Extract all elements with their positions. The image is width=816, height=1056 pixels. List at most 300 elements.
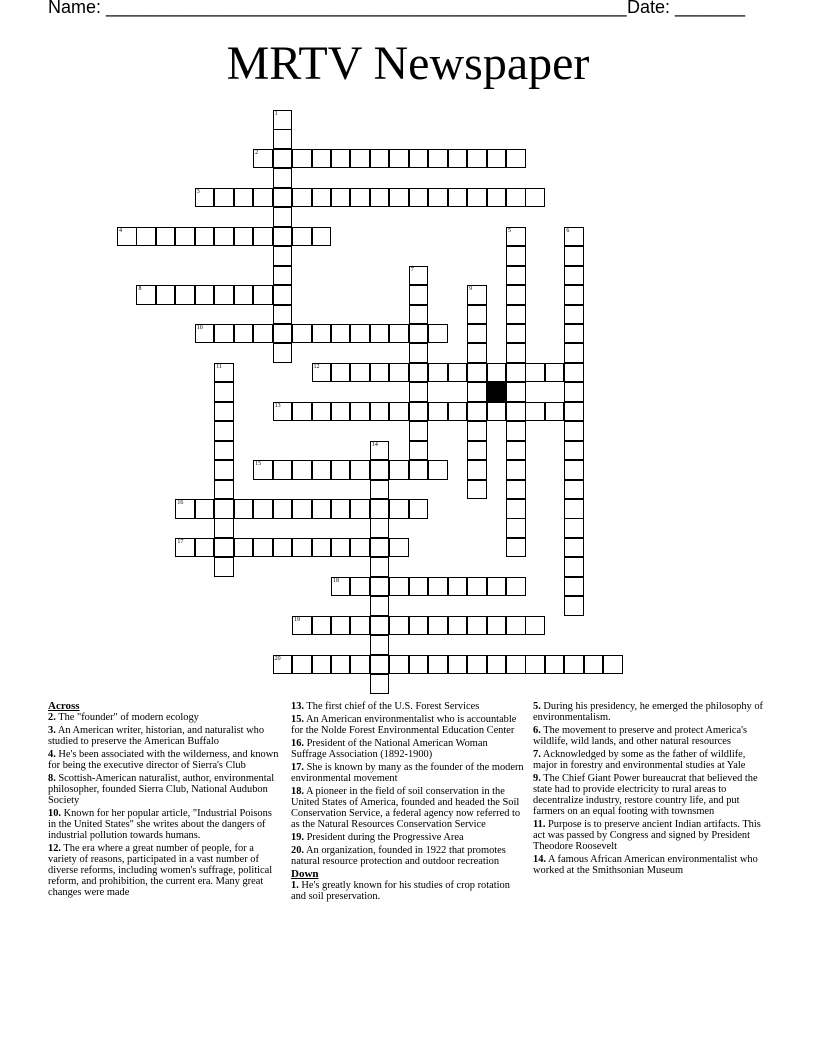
grid-cell[interactable] <box>350 460 370 480</box>
grid-cell[interactable] <box>214 538 234 558</box>
grid-cell[interactable] <box>273 110 293 130</box>
grid-cell[interactable] <box>292 460 312 480</box>
grid-cell[interactable] <box>312 149 332 169</box>
grid-cell[interactable] <box>564 305 584 325</box>
clue-number: 3 <box>196 188 200 195</box>
grid-cell[interactable] <box>292 149 312 169</box>
grid-cell[interactable] <box>312 227 332 247</box>
grid-cell[interactable] <box>156 227 176 247</box>
grid-cell[interactable] <box>292 538 312 558</box>
clue-number: 7 <box>410 266 414 273</box>
grid-cell[interactable] <box>253 324 273 344</box>
clue-item <box>533 749 767 771</box>
clue-number: 20 <box>274 655 281 662</box>
grid-cell[interactable] <box>370 538 390 558</box>
grid-cell[interactable] <box>409 577 429 597</box>
grid-cell[interactable] <box>448 188 468 208</box>
grid-cell[interactable] <box>409 382 429 402</box>
grid-cell[interactable] <box>331 499 351 519</box>
grid-cell[interactable] <box>370 557 390 577</box>
clue-number-label: 20. <box>291 845 304 856</box>
grid-cell[interactable] <box>253 499 273 519</box>
grid-cell[interactable] <box>370 188 390 208</box>
clue-item <box>48 725 282 747</box>
grid-cell[interactable] <box>214 460 234 480</box>
grid-cell[interactable] <box>253 285 273 305</box>
grid-cell[interactable] <box>214 480 234 500</box>
grid-cell[interactable] <box>409 655 429 675</box>
clue-text: She is known by many as the founder of the modern environmental movement <box>291 762 524 784</box>
grid-cell[interactable] <box>214 402 234 422</box>
clue-item <box>48 749 282 771</box>
grid-cell[interactable] <box>253 538 273 558</box>
grid-cell[interactable] <box>273 168 293 188</box>
grid-cell[interactable] <box>331 363 351 383</box>
grid-cell[interactable] <box>448 363 468 383</box>
clue-text: The Chief Giant Power bureaucrat that believed the state had to provide electricity to rural areas to decentralize industry, restore country life, and put farmers on an equal footing with townsmen <box>533 773 758 817</box>
grid-cell[interactable] <box>350 616 370 636</box>
grid-cell[interactable] <box>273 655 293 675</box>
grid-cell[interactable] <box>564 577 584 597</box>
grid-cell[interactable] <box>564 596 584 616</box>
grid-cell[interactable] <box>487 577 507 597</box>
grid-cell[interactable] <box>389 616 409 636</box>
grid-cell[interactable] <box>506 188 526 208</box>
grid-cell[interactable] <box>350 324 370 344</box>
grid-cell[interactable] <box>506 655 526 675</box>
grid-cell[interactable] <box>350 538 370 558</box>
grid-cell[interactable] <box>487 402 507 422</box>
clue-number: 16 <box>177 500 184 506</box>
grid-cell[interactable] <box>370 499 390 519</box>
grid-cell[interactable] <box>428 460 448 480</box>
grid-cell[interactable] <box>273 188 293 208</box>
grid-cell[interactable] <box>467 441 487 461</box>
grid-cell[interactable] <box>253 149 273 169</box>
grid-cell[interactable] <box>389 188 409 208</box>
grid-cell[interactable] <box>564 382 584 402</box>
grid-cell[interactable] <box>564 343 584 363</box>
clue-item <box>291 845 525 867</box>
grid-cell[interactable] <box>467 305 487 325</box>
clue-text: An American environmentalist who is accountable for the Nolde Forest Environmental Education Center <box>291 714 517 736</box>
grid-cell[interactable] <box>331 577 351 597</box>
grid-cell[interactable] <box>506 616 526 636</box>
grid-cell[interactable] <box>195 188 215 208</box>
grid-cell[interactable] <box>136 285 156 305</box>
grid-cell[interactable] <box>506 266 526 286</box>
grid-cell[interactable] <box>428 577 448 597</box>
grid-cell[interactable] <box>370 363 390 383</box>
grid-cell[interactable] <box>389 363 409 383</box>
grid-cell[interactable] <box>409 402 429 422</box>
clue-number-label: 2. <box>48 712 56 723</box>
grid-cell[interactable] <box>273 246 293 266</box>
clue-text: An organization, founded in 1922 that promotes natural resource protection and outdoor recreation <box>291 845 506 867</box>
grid-cell[interactable] <box>273 129 293 149</box>
grid-cell[interactable] <box>273 266 293 286</box>
grid-cell[interactable] <box>175 227 195 247</box>
grid-cell[interactable] <box>584 655 604 675</box>
grid-cell[interactable] <box>370 149 390 169</box>
clue-number: 9 <box>469 286 473 293</box>
grid-cell[interactable] <box>312 402 332 422</box>
grid-cell[interactable] <box>564 441 584 461</box>
grid-cell[interactable] <box>467 343 487 363</box>
grid-cell[interactable] <box>506 324 526 344</box>
grid-cell[interactable] <box>273 402 293 422</box>
clue-text: Purpose is to preserve ancient Indian artifacts. This act was passed by Congress and signed by President Theodore Roosevelt <box>533 819 761 852</box>
clue-number-label: 15. <box>291 714 304 725</box>
grid-cell[interactable] <box>525 188 545 208</box>
grid-cell[interactable] <box>506 343 526 363</box>
grid-cell[interactable] <box>545 402 565 422</box>
clues-column-2 <box>291 701 525 904</box>
across-heading: Across <box>48 700 80 712</box>
grid-cell[interactable] <box>409 324 429 344</box>
grid-cell[interactable] <box>370 674 390 694</box>
grid-cell[interactable] <box>506 577 526 597</box>
grid-cell[interactable] <box>175 499 195 519</box>
grid-cell[interactable] <box>409 460 429 480</box>
grid-cell[interactable] <box>292 227 312 247</box>
grid-cell[interactable] <box>409 363 429 383</box>
grid-cell[interactable] <box>428 616 448 636</box>
grid-cell[interactable] <box>506 460 526 480</box>
grid-cell[interactable] <box>331 460 351 480</box>
grid-cell[interactable] <box>273 207 293 227</box>
grid-cell[interactable] <box>564 285 584 305</box>
grid-cell[interactable] <box>409 149 429 169</box>
grid-cell[interactable] <box>350 402 370 422</box>
grid-cell[interactable] <box>331 188 351 208</box>
grid-cell[interactable] <box>214 499 234 519</box>
grid-cell[interactable] <box>214 557 234 577</box>
grid-cell[interactable] <box>506 227 526 247</box>
clue-text: An American writer, historian, and naturalist who studied to preserve the American Buffalo <box>48 725 265 747</box>
grid-cell[interactable] <box>389 577 409 597</box>
grid-cell[interactable] <box>525 655 545 675</box>
clue-number: 17 <box>177 538 184 545</box>
grid-cell[interactable] <box>564 480 584 500</box>
clue-text: He's been associated with the wilderness, and known for being the executive director of Sierra's Club <box>48 749 279 771</box>
grid-cell[interactable] <box>564 402 584 422</box>
grid-cell[interactable] <box>564 421 584 441</box>
grid-cell[interactable] <box>467 480 487 500</box>
grid-cell[interactable] <box>292 499 312 519</box>
clue-text: The first chief of the U.S. Forest Services <box>306 701 480 712</box>
grid-cell[interactable] <box>350 363 370 383</box>
grid-cell[interactable] <box>156 285 176 305</box>
clue-number: 5 <box>508 227 511 234</box>
grid-cell[interactable] <box>448 655 468 675</box>
grid-cell[interactable] <box>564 246 584 266</box>
clue-number-label: 12. <box>48 843 61 854</box>
grid-cell[interactable] <box>409 305 429 325</box>
grid-cell[interactable] <box>564 227 584 247</box>
grid-cell[interactable] <box>370 655 390 675</box>
grid-cell[interactable] <box>487 188 507 208</box>
grid-cell[interactable] <box>428 149 448 169</box>
grid-cell[interactable] <box>273 538 293 558</box>
clue-text: The movement to preserve and protect America's wildlife, wild lands, and other natural resources <box>533 725 748 747</box>
grid-cell[interactable] <box>370 596 390 616</box>
clue-item <box>533 854 767 876</box>
grid-cell[interactable] <box>273 343 293 363</box>
grid-cell[interactable] <box>467 363 487 383</box>
grid-cell[interactable] <box>195 538 215 558</box>
grid-cell[interactable] <box>525 616 545 636</box>
grid-cell[interactable] <box>273 324 293 344</box>
grid-cell[interactable] <box>564 363 584 383</box>
grid-cell[interactable] <box>409 499 429 519</box>
clue-number: 11 <box>216 363 223 370</box>
grid-cell[interactable] <box>467 149 487 169</box>
grid-cell[interactable] <box>350 188 370 208</box>
clue-text: Scottish-American naturalist, author, environmental philosopher, founded Sierra Club, National Audubon Society <box>48 773 275 806</box>
grid-cell[interactable] <box>564 518 584 538</box>
grid-cell[interactable] <box>350 499 370 519</box>
grid-cell[interactable] <box>195 227 215 247</box>
grid-cell[interactable] <box>273 305 293 325</box>
grid-cell[interactable] <box>214 227 234 247</box>
grid-cell[interactable] <box>214 188 234 208</box>
grid-cell[interactable] <box>214 285 234 305</box>
clue-number: 18 <box>332 577 339 584</box>
grid-cell[interactable] <box>506 246 526 266</box>
clue-item <box>533 725 767 747</box>
grid-cell[interactable] <box>273 149 293 169</box>
grid-cell[interactable] <box>331 616 351 636</box>
clue-number-label: 16. <box>291 738 304 749</box>
name-field-line[interactable]: Name: ____________________________________________________ <box>48 0 627 17</box>
grid-cell[interactable] <box>428 363 448 383</box>
clue-item <box>48 843 282 898</box>
grid-cell[interactable] <box>312 188 332 208</box>
grid-cell[interactable] <box>428 402 448 422</box>
clue-item <box>291 714 525 736</box>
grid-cell[interactable] <box>350 149 370 169</box>
grid-cell[interactable] <box>195 324 215 344</box>
grid-cell[interactable] <box>214 363 234 383</box>
grid-cell[interactable] <box>273 460 293 480</box>
grid-cell[interactable] <box>370 577 390 597</box>
grid-cell[interactable] <box>487 655 507 675</box>
clue-text: A famous African American environmentalist who worked at the Smithsonian Museum <box>533 854 758 876</box>
grid-cell[interactable] <box>253 227 273 247</box>
clue-item <box>48 808 282 841</box>
grid-cell[interactable] <box>214 441 234 461</box>
grid-cell[interactable] <box>350 655 370 675</box>
black-cell <box>487 382 507 402</box>
grid-cell[interactable] <box>487 363 507 383</box>
grid-cell[interactable] <box>389 324 409 344</box>
grid-cell[interactable] <box>506 538 526 558</box>
grid-cell[interactable] <box>506 441 526 461</box>
clue-item <box>291 738 525 760</box>
grid-cell[interactable] <box>312 324 332 344</box>
clue-text: During his presidency, he emerged the philosophy of environmentalism. <box>533 701 764 723</box>
grid-cell[interactable] <box>273 499 293 519</box>
clue-item <box>291 701 525 712</box>
grid-cell[interactable] <box>273 285 293 305</box>
grid-cell[interactable] <box>525 363 545 383</box>
clue-number-label: 14. <box>533 854 546 865</box>
grid-cell[interactable] <box>214 421 234 441</box>
grid-cell[interactable] <box>467 402 487 422</box>
grid-cell[interactable] <box>467 188 487 208</box>
grid-cell[interactable] <box>467 616 487 636</box>
grid-cell[interactable] <box>506 382 526 402</box>
grid-cell[interactable] <box>467 421 487 441</box>
clue-number: 2 <box>255 149 259 156</box>
grid-cell[interactable] <box>370 616 390 636</box>
grid-cell[interactable] <box>253 460 273 480</box>
grid-cell[interactable] <box>292 655 312 675</box>
grid-cell[interactable] <box>409 343 429 363</box>
grid-cell[interactable] <box>312 655 332 675</box>
grid-cell[interactable] <box>389 499 409 519</box>
grid-cell[interactable] <box>545 363 565 383</box>
grid-cell[interactable] <box>506 421 526 441</box>
grid-cell[interactable] <box>564 460 584 480</box>
grid-cell[interactable] <box>448 616 468 636</box>
grid-cell[interactable] <box>234 538 254 558</box>
grid-cell[interactable] <box>506 285 526 305</box>
grid-cell[interactable] <box>389 460 409 480</box>
grid-cell[interactable] <box>467 285 487 305</box>
clue-number: 10 <box>196 324 203 331</box>
grid-cell[interactable] <box>389 538 409 558</box>
grid-cell[interactable] <box>175 538 195 558</box>
clue-number-label: 1. <box>291 880 299 891</box>
grid-cell[interactable] <box>564 557 584 577</box>
grid-cell[interactable] <box>564 324 584 344</box>
grid-cell[interactable] <box>370 324 390 344</box>
grid-cell[interactable] <box>467 577 487 597</box>
grid-cell[interactable] <box>409 266 429 286</box>
grid-cell[interactable] <box>389 149 409 169</box>
grid-cell[interactable] <box>603 655 623 675</box>
grid-cell[interactable] <box>312 460 332 480</box>
grid-cell[interactable] <box>253 188 273 208</box>
grid-cell[interactable] <box>564 538 584 558</box>
grid-cell[interactable] <box>506 480 526 500</box>
grid-cell[interactable] <box>234 324 254 344</box>
clue-number: 15 <box>255 461 262 468</box>
grid-cell[interactable] <box>564 499 584 519</box>
grid-cell[interactable] <box>214 324 234 344</box>
grid-cell[interactable] <box>428 188 448 208</box>
grid-cell[interactable] <box>564 655 584 675</box>
grid-cell[interactable] <box>312 363 332 383</box>
clues-column-3 <box>533 701 767 878</box>
clue-number-label: 3. <box>48 725 56 736</box>
grid-cell[interactable] <box>195 499 215 519</box>
grid-cell[interactable] <box>136 227 156 247</box>
grid-cell[interactable] <box>273 227 293 247</box>
grid-cell[interactable] <box>214 518 234 538</box>
grid-cell[interactable] <box>370 635 390 655</box>
date-field-line[interactable]: Date: _______ <box>627 0 746 17</box>
grid-cell[interactable] <box>370 518 390 538</box>
grid-cell[interactable] <box>525 402 545 422</box>
clue-text: The "founder" of modern ecology <box>58 712 199 723</box>
grid-cell[interactable] <box>370 441 390 461</box>
grid-cell[interactable] <box>331 655 351 675</box>
grid-cell[interactable] <box>409 188 429 208</box>
grid-cell[interactable] <box>448 402 468 422</box>
grid-cell[interactable] <box>564 266 584 286</box>
grid-cell[interactable] <box>370 480 390 500</box>
grid-cell[interactable] <box>350 577 370 597</box>
grid-cell[interactable] <box>312 538 332 558</box>
grid-cell[interactable] <box>195 285 215 305</box>
grid-cell[interactable] <box>487 149 507 169</box>
grid-cell[interactable] <box>370 460 390 480</box>
grid-cell[interactable] <box>312 499 332 519</box>
grid-cell[interactable] <box>370 402 390 422</box>
clue-number: 6 <box>566 227 570 234</box>
grid-cell[interactable] <box>117 227 137 247</box>
grid-cell[interactable] <box>389 655 409 675</box>
clue-item <box>291 832 525 843</box>
grid-cell[interactable] <box>506 518 526 538</box>
grid-cell[interactable] <box>467 324 487 344</box>
grid-cell[interactable] <box>292 402 312 422</box>
grid-cell[interactable] <box>331 538 351 558</box>
grid-cell[interactable] <box>428 655 448 675</box>
grid-cell[interactable] <box>506 402 526 422</box>
clue-number-label: 5. <box>533 701 541 712</box>
grid-cell[interactable] <box>214 382 234 402</box>
grid-cell[interactable] <box>331 149 351 169</box>
grid-cell[interactable] <box>175 285 195 305</box>
grid-cell[interactable] <box>506 305 526 325</box>
grid-cell[interactable] <box>409 285 429 305</box>
clue-text: The era where a great number of people, for a variety of reasons, participated in a vast number of diverse reforms, including women's suffrage, political reform, and prohibition, the current era. Many great changes were made <box>48 843 273 898</box>
grid-cell[interactable] <box>234 499 254 519</box>
clue-item <box>48 773 282 806</box>
grid-cell[interactable] <box>331 324 351 344</box>
clue-number-label: 18. <box>291 786 304 797</box>
grid-cell[interactable] <box>448 577 468 597</box>
grid-cell[interactable] <box>506 149 526 169</box>
grid-cell[interactable] <box>234 285 254 305</box>
grid-cell[interactable] <box>487 616 507 636</box>
grid-cell[interactable] <box>506 499 526 519</box>
grid-cell[interactable] <box>292 324 312 344</box>
clue-number-label: 4. <box>48 749 56 760</box>
grid-cell[interactable] <box>467 382 487 402</box>
grid-cell[interactable] <box>545 655 565 675</box>
grid-cell[interactable] <box>234 188 254 208</box>
grid-cell[interactable] <box>331 402 351 422</box>
grid-cell[interactable] <box>409 441 429 461</box>
grid-cell[interactable] <box>409 421 429 441</box>
grid-cell[interactable] <box>506 363 526 383</box>
grid-cell[interactable] <box>428 324 448 344</box>
grid-cell[interactable] <box>292 188 312 208</box>
grid-cell[interactable] <box>409 616 429 636</box>
grid-cell[interactable] <box>292 616 312 636</box>
grid-cell[interactable] <box>467 655 487 675</box>
grid-cell[interactable] <box>312 616 332 636</box>
grid-cell[interactable] <box>467 460 487 480</box>
grid-cell[interactable] <box>448 149 468 169</box>
grid-cell[interactable] <box>389 402 409 422</box>
grid-cell[interactable] <box>234 227 254 247</box>
